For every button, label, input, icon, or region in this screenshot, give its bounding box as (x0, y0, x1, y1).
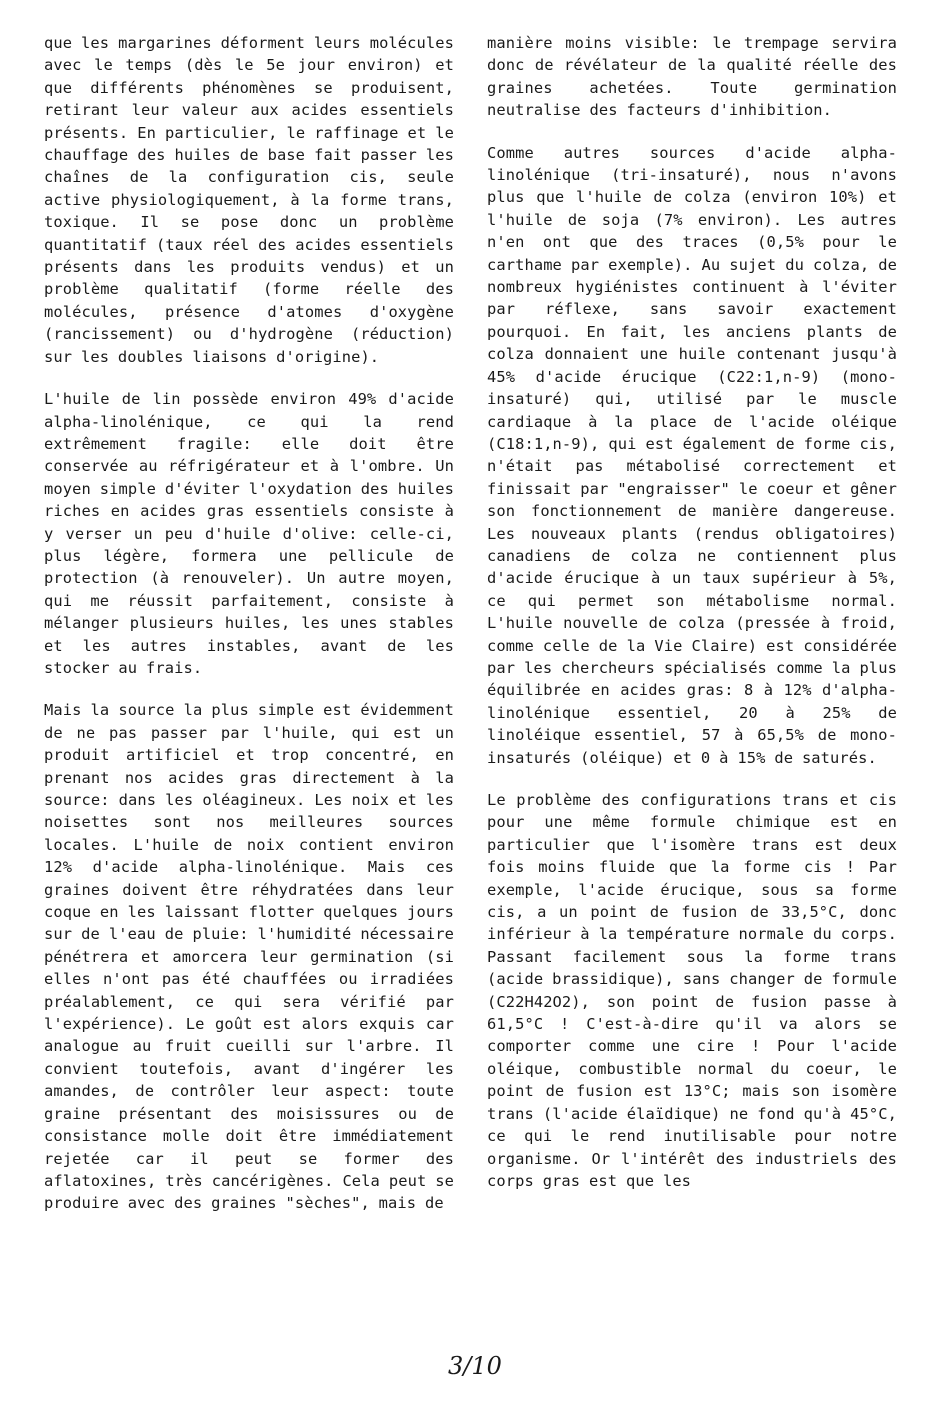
page-number: 3/10 (448, 1352, 502, 1380)
paragraph: Le problème des configurations trans et cis pour une même formule chimique est en particulier que l'isomère trans est deux fois moins fluide que la forme cis ! Par exemple, l'acide érucique, sous sa forme cis, a un point de fusion de 33,5°C, donc inférieur à la température normale du corps. Passant facilement sous la forme trans (acide brassidique), sans changer de formule (C22H42O2), son point de fusion passe à 61,5°C ! C'est-à-dire qu'il va alors se comporter comme une cire ! Pour l'acide oléique, combustible normal du coeur, le point de fusion est 13°C; mais son isomère trans (l'acide élaïdique) ne fond qu'à 45°C, ce qui le rend inutilisable pour notre organisme. Or l'intérêt des industriels des corps gras est que les (487, 791, 897, 1190)
paragraph: Comme autres sources d'acide alpha-linolénique (tri-insaturé), nous n'avons plus que l'huile de colza (environ 10%) et l'huile de soja (7% environ). Les autres n'en ont que des traces (0,5% pour le carthame par exemple). Au sujet du colza, de nombreux hygiénistes continuent à l'éviter par réflexe, sans savoir exactement pourquoi. En fait, les anciens plants de colza donnaient une huile contenant jusqu'à 45% d'acide érucique (C22:1,n-9) (mono-insaturé) qui, utilisé par le muscle cardiaque à la place de l'acide oléique (C18:1,n-9), qui est également de forme cis, n'était pas métabolisé correctement et finissait par "engraisser" le coeur et gêner son fonctionnement de manière dangereuse. Les nouveaux plants (rendus obligatoires) canadiens de colza ne contiennent plus d'acide érucique à un taux supérieur à 5%, ce qui permet son métabolisme normal. L'huile nouvelle de colza (pressée à froid, comme celle de la Vie Claire) est considérée par les chercheurs spécialisés comme la plus équilibrée en acides gras: 8 à 12% d'alpha-linolénique essentiel, 20 à 25% de linoléique essentiel, 57 à 65,5% de mono-insaturés (oléique) et 0 à 15% de saturés. (487, 143, 897, 767)
right-column (487, 32, 897, 1212)
paragraph: Mais la source la plus simple est évidemment de ne pas passer par l'huile, qui est un produit artificiel et trop concentré, en prenant nos acides gras directement à la source: dans les oléagineux. Les noix et les noisettes sont nos meilleures sources locales. L'huile de noix contient environ 12% d'acide alpha-linolénique. Mais ces graines doivent être réhydratées dans leur coque en les laissant flotter quelques jours sur de l'eau de pluie: l'humidité nécessaire pénétrera et amorcera leur germination (si elles n'ont pas été chauffées ou irradiées préalablement, ce qui sera vérifié par l'expérience). Le goût est alors exquis car analogue au fruit cueilli sur l'arbre. Il convient toutefois, avant d'ingérer les amandes, de contrôler leur aspect: toute graine présentant des moisissures ou de consistance molle doit être immédiatement rejetée car il peut se former des aflatoxines, très cancérigènes. Cela peut se produire avec des graines "sèches", mais de (44, 701, 454, 1213)
paragraph: que les margarines déforment leurs molécules avec le temps (dès le 5e jour environ) et que différents phénomènes se produisent, retirant leur valeur aux acides essentiels présents. En particulier, le raffinage et le chauffage des huiles de base fait passer les chaînes de la configuration cis, seule active physiologiquement, à la forme trans, toxique. Il se pose donc un problème quantitatif (taux réel des acides essentiels présents dans les produits vendus) et un problème qualitatif (forme réelle des molécules, présence d'atomes d'oxygène (rancissement) ou d'hydrogène (réduction) sur les doubles liaisons d'origine). (44, 34, 454, 366)
left-column (44, 32, 454, 1235)
paragraph: L'huile de lin possède environ 49% d'acide alpha-linolénique, ce qui la rend extrêmement fragile: elle doit être conservée au réfrigérateur et à l'ombre. Un moyen simple d'éviter l'oxydation des huiles riches en acides gras essentiels consiste à y verser un peu d'huile d'olive: celle-ci, plus légère, formera une pellicule de protection (à renouveler). Un autre moyen, qui me réussit parfaitement, consiste à mélanger plusieurs huiles, les unes stables et les autres instables, avant de les stocker au frais. (44, 390, 454, 677)
paragraph: manière moins visible: le trempage servira donc de révélateur de la qualité réelle des graines achetées. Toute germination neutralise des facteurs d'inhibition. (487, 34, 897, 120)
